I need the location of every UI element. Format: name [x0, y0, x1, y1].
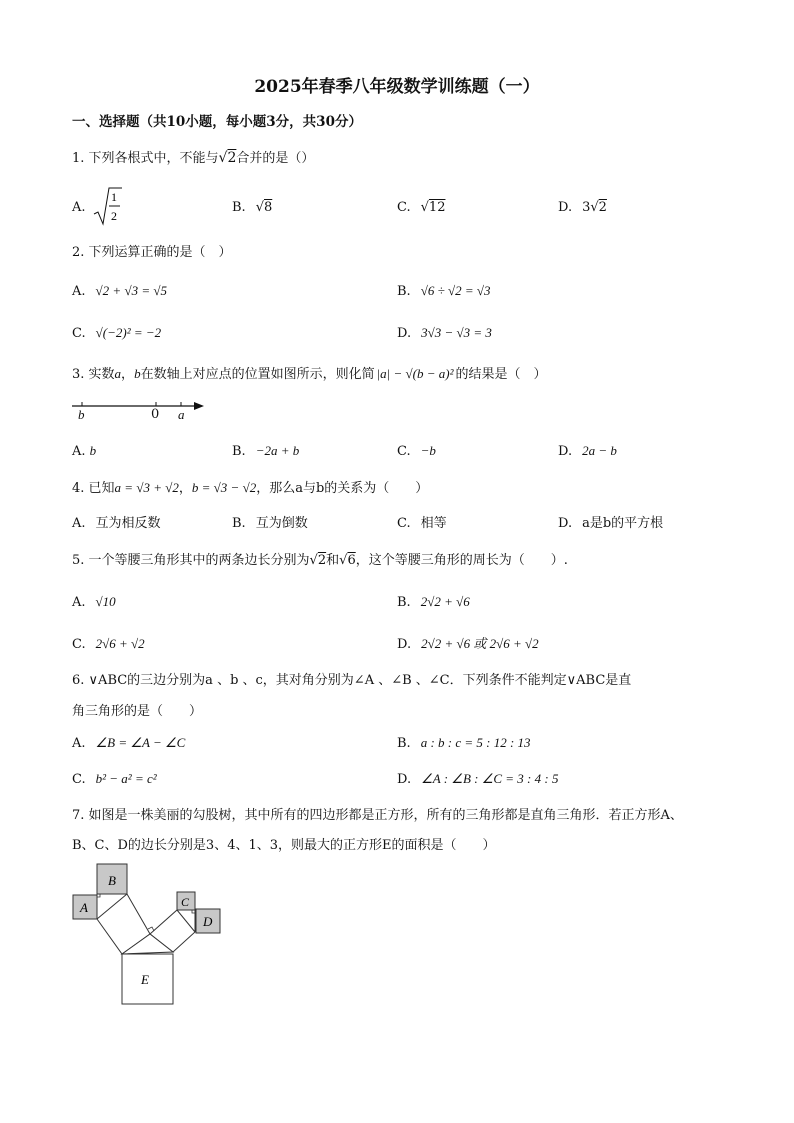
label-b: B	[108, 873, 116, 888]
q1-option-b-value: 8	[263, 200, 273, 215]
q5-option-c[interactable]: C. 2√6 + √2	[72, 636, 145, 652]
q5-stem: 5. 一个等腰三角形其中的两条边长分别为√2和√6，这个等腰三角形的周长为（ ）.	[72, 553, 568, 568]
q5-option-d[interactable]: D. 2√2 + √6 或 2√6 + √2	[397, 636, 539, 652]
q2-option-a[interactable]: A. √2 + √3 = √5	[72, 283, 167, 299]
q1-stem-post: 合并的是（）	[236, 151, 315, 166]
label-d: D	[203, 914, 213, 929]
q6-option-d[interactable]: D. ∠A : ∠B : ∠C = 3 : 4 : 5	[397, 771, 559, 787]
q4-stem: 4. 已知a = √3 + √2，b = √3 − √2，那么a与b的关系为（ ）	[72, 480, 429, 496]
q3-axis-0: 0	[151, 407, 160, 422]
q6-option-a[interactable]: A. ∠B = ∠A − ∠C	[72, 735, 186, 751]
q1-option-a[interactable]	[72, 200, 86, 216]
q1-stem-pre: 1. 下列各根式中，不能与	[72, 151, 219, 166]
q3-option-a[interactable]: A. b	[72, 443, 97, 459]
q4-option-d[interactable]: D. a是b的平方根	[558, 516, 664, 531]
label-a: A	[80, 900, 88, 915]
q1-option-c[interactable]: C. √12	[397, 200, 446, 215]
q2-option-b[interactable]: B. √6 ÷ √2 = √3	[397, 283, 491, 299]
q5-option-b[interactable]: B. 2√2 + √6	[397, 594, 470, 610]
q1-label-a: A.	[72, 200, 86, 215]
pythagoras-tree-figure	[70, 862, 230, 1007]
q1-option-d[interactable]: D. 3√2	[558, 200, 607, 215]
q2-option-c[interactable]: C. √(−2)² = −2	[72, 325, 162, 341]
number-line-arrow	[194, 402, 204, 410]
q3-option-d[interactable]: D. 2a − b	[558, 443, 617, 459]
q3-expression: |a| − √(b − a)²	[376, 366, 454, 381]
q2-option-a-expr: √2 + √3 = √5	[95, 283, 167, 298]
q6-stem-line2: 角三角形的是（ ）	[72, 704, 203, 719]
q1-option-a-num: 1	[111, 190, 117, 204]
q6-stem-line1: 6. ∨ABC的三边分别为a 、b 、c，其对角分别为∠A 、∠B 、∠C．下列条件不能判定∨ABC是直	[72, 673, 632, 688]
q1-option-a-radical	[92, 186, 122, 228]
q2-option-d[interactable]: D. 3√3 − √3 = 3	[397, 325, 492, 341]
q7-stem-line2: B、C、D的边长分别是3、4、1、3，则最大的正方形E的面积是（ ）	[72, 838, 496, 853]
q1-option-c-value: 12	[428, 200, 446, 215]
q3-axis-b: b	[78, 407, 85, 422]
q2-option-d-expr: 3√3 − √3 = 3	[421, 325, 492, 340]
page-title: 2025年春季八年级数学训练题（一）	[254, 77, 540, 97]
q1-option-a-den: 2	[111, 209, 117, 223]
q4-option-a[interactable]: A. 互为相反数	[72, 516, 161, 531]
q1-option-d-value: 2	[598, 200, 607, 215]
q1-option-b[interactable]: B. √8	[232, 200, 273, 215]
q1-option-d-coef: 3	[582, 200, 591, 215]
q2-stem: 2. 下列运算正确的是（ ）	[72, 245, 232, 260]
q3-option-c[interactable]: C. −b	[397, 443, 436, 459]
section-heading: 一、选择题（共10小题，每小题3分，共30分）	[72, 114, 362, 130]
q2-option-b-expr: √6 ÷ √2 = √3	[420, 283, 491, 298]
q4-option-c[interactable]: C. 相等	[397, 516, 447, 531]
q6-option-c[interactable]: C. b² − a² = c²	[72, 771, 157, 787]
q3-axis-a: a	[178, 407, 185, 422]
q5-option-a[interactable]: A. √10	[72, 594, 116, 610]
q4-option-b[interactable]: B. 互为倒数	[232, 516, 308, 531]
q3-option-b[interactable]: B. −2a + b	[232, 443, 300, 459]
q3-stem: 3. 实数a，b在数轴上对应点的位置如图所示，则化简 |a| − √(b − a)² 的结果是（ ）	[72, 366, 547, 382]
label-c: C	[181, 895, 190, 909]
q2-option-c-expr: √(−2)² = −2	[95, 325, 162, 340]
q6-option-b[interactable]: B. a : b : c = 5 : 12 : 13	[397, 735, 531, 751]
q1-stem	[72, 150, 314, 167]
label-e: E	[141, 972, 149, 987]
q1-sqrt2: √2	[218, 150, 237, 166]
q7-stem-line1: 7. 如图是一株美丽的勾股树，其中所有的四边形都是正方形，所有的三角形都是直角三角形．若正方形A、	[72, 808, 683, 823]
right-angle-mark-2	[148, 927, 154, 931]
q3-number-line	[70, 398, 210, 426]
